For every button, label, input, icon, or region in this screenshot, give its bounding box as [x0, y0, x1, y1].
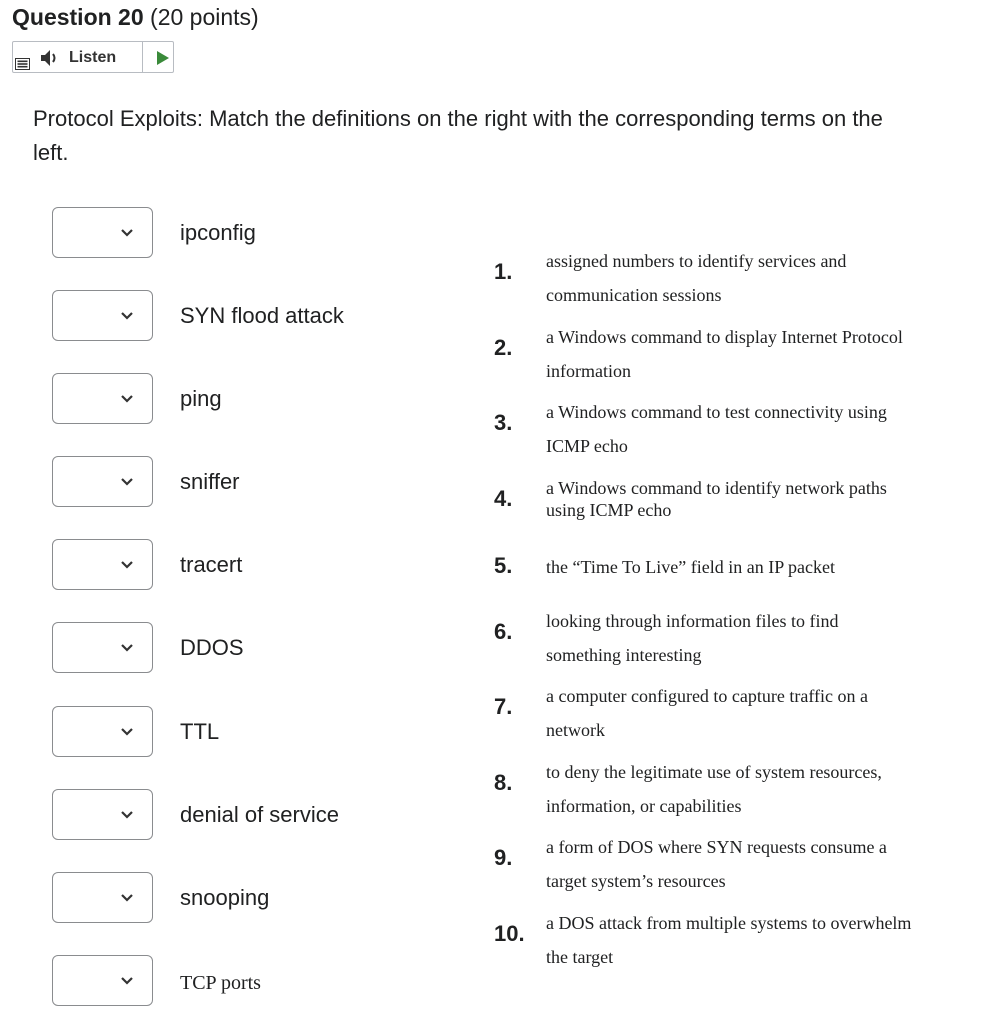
- definition-text: a DOS attack from multiple systems to overwhelm the target: [546, 913, 912, 967]
- match-select-ddos[interactable]: [52, 622, 153, 673]
- definition-number: 8.: [494, 770, 513, 795]
- definition-number: 6.: [494, 619, 513, 644]
- chevron-down-icon: [120, 228, 134, 238]
- definition-text: a form of DOS where SYN requests consume a target system’s resources: [546, 837, 887, 891]
- definition-number: 4.: [494, 486, 513, 511]
- definition-text: a computer configured to capture traffic on a network: [546, 686, 869, 740]
- definition-number: 1.: [494, 259, 513, 284]
- listen-label: Listen: [69, 49, 117, 66]
- definition-number: 10.: [494, 921, 525, 946]
- match-select-sniffer[interactable]: [52, 456, 153, 507]
- chevron-down-icon: [120, 560, 134, 570]
- term-label: ipconfig: [180, 220, 256, 245]
- match-select-syn-flood-attack[interactable]: [52, 290, 153, 341]
- speaker-icon: [39, 48, 61, 68]
- definition-text: to deny the legitimate use of system resources, information, or capabilities: [546, 762, 882, 816]
- question-number: Question 20: [12, 4, 144, 30]
- chevron-down-icon: [120, 394, 134, 404]
- question-title: [12, 2, 259, 32]
- term-label: denial of service: [180, 802, 339, 827]
- definition-number: 3.: [494, 410, 513, 435]
- match-select-ipconfig[interactable]: [52, 207, 153, 258]
- chevron-down-icon: [120, 893, 134, 903]
- toolbar-divider: [142, 42, 143, 72]
- term-label: TTL: [180, 719, 220, 744]
- term-label: TCP ports: [180, 972, 261, 994]
- term-label: snooping: [180, 885, 270, 910]
- listen-toolbar: [12, 41, 174, 73]
- definition-text: a Windows command to test connectivity using ICMP echo: [546, 402, 887, 456]
- chevron-down-icon: [120, 727, 134, 737]
- match-select-tracert[interactable]: [52, 539, 153, 590]
- definition-text: the “Time To Live” field in an IP packet: [546, 557, 836, 577]
- question-prompt: Protocol Exploits: Match the definitions on the right with the corresponding terms on the left.: [33, 106, 883, 165]
- match-select-snooping[interactable]: [52, 872, 153, 923]
- question-points: (20 points): [150, 4, 259, 30]
- match-select-ttl[interactable]: [52, 706, 153, 757]
- match-select-denial-of-service[interactable]: [52, 789, 153, 840]
- definition-number: 2.: [494, 335, 513, 360]
- definition-text: assigned numbers to identify services and communication sessions: [546, 251, 847, 305]
- chevron-down-icon: [120, 311, 134, 321]
- play-icon[interactable]: [156, 51, 170, 65]
- match-select-tcp-ports[interactable]: [52, 955, 153, 1006]
- menu-icon[interactable]: [15, 58, 30, 70]
- term-label: ping: [180, 386, 222, 411]
- definition-text: looking through information files to find something interesting: [546, 611, 839, 665]
- definition-number: 9.: [494, 845, 513, 870]
- term-label: sniffer: [180, 469, 240, 494]
- term-label: SYN flood attack: [180, 303, 344, 328]
- definition-text: a Windows command to display Internet Protocol information: [546, 327, 903, 381]
- term-label: tracert: [180, 552, 243, 577]
- chevron-down-icon: [120, 477, 134, 487]
- chevron-down-icon: [120, 810, 134, 820]
- chevron-down-icon: [120, 643, 134, 653]
- definition-text: a Windows command to identify network paths using ICMP echo: [546, 478, 887, 520]
- match-select-ping[interactable]: [52, 373, 153, 424]
- chevron-down-icon: [120, 976, 134, 986]
- definition-number: 7.: [494, 694, 513, 719]
- term-label: DDOS: [180, 635, 244, 660]
- definition-number: 5.: [494, 553, 513, 578]
